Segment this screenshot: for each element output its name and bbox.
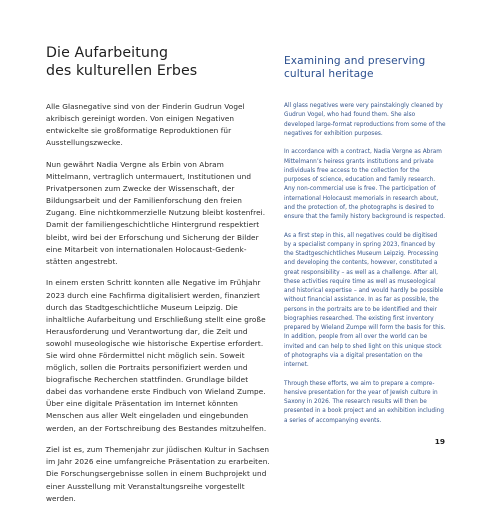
german-paragraph-3: In einem ersten Schritt konnten alle Negative im Frühjahr 2023 durch eine Fachfirma digitalisiert werden, finanziert durch das Stadtgeschichtliche Museum Leipzig. Die inhaltliche Aufarbeitung und Erschließung stellt eine große Herausforderung und Verantwortung dar, die Zeit und sowohl museologische wie historische Expertise erfordert. Sie wird ohne Fördermittel nicht möglich sein. Soweit möglich, sollen die Portraits personifiziert werden und biografische Recherchen stattfinden. Grundlage bildet dabei das vorhandene erste Findbuch von Wieland Zumpe. Über eine digitale Präsentation im Internet könnten Menschen aus aller Welt eingeladen und eingebunden werden, an der Fortschreibung des Bestandes mitzuhelfen.	[46, 278, 267, 433]
german-heading-line-2: des kulturellen Erbes	[46, 63, 198, 79]
english-paragraph-1: All glass negatives were very painstakingly cleaned by Gudrun Vogel, who had found them. She also developed large-format reproductions from some of the negatives for exhibition purposes.	[284, 103, 446, 137]
german-column	[46, 44, 270, 514]
english-heading-line-2: cultural heritage	[284, 68, 374, 80]
english-paragraph-2: In accordance with a contract, Nadia Vergne as Abram Mittelmann’s heiress grants institutions and private individuals free access to the collection for the purposes of science, education and family research. Any non-commercial use is free. The participation of international Holocaust memorials in research about, and the protection of, the photographs is desired to ensure that the family history background is respected.	[284, 149, 446, 221]
english-paragraph-4: Through these efforts, we aim to prepare a comprehensive presentation for the year of Jewish culture in Saxony in 2026. The research results will then be presented in a book project and an exhibition including a series of accompanying events.	[284, 380, 445, 424]
page-number: 19	[434, 437, 445, 446]
english-paragraph-3: As a first step in this, all negatives could be digitised by a specialist company in spring 2023, financed by the Stadtgeschichtliches Museum Leipzig. Processing and developing the contents, however, constituted a great responsibility – as well as a challenge. After all, these activities require time as well as museological and historical expertise – and would hardly be possible without financial assistance. In as far as possible, the persons in the portraits are to be identified and their biographies researched. The existing first inventory prepared by Wieland Zumpe will form the basis for this. In addition, people from all over the world can be invited and can help to shed light on this unique stock of photographs via a digital presentation on the internet.	[284, 232, 446, 369]
german-paragraph-2: Nun gewährt Nadia Vergne als Erbin von Abram Mittelmann, vertraglich untermauert, Institutionen und Privatpersonen zum Zwecke der Wissenschaft, der Bildungsarbeit und der Familienforschung den freien Zugang. Eine nichtkommerzielle Nutzung bleibt kostenfrei. Damit der familiengeschichtliche Hintergrund respektiert bleibt, wird bei der Erforschung und Sicherung der Bilder eine Mitarbeit von internationalen Holocaust-Gedenkstätten angestrebt.	[46, 159, 266, 266]
german-heading-line-1: Die Aufarbeitung	[46, 45, 169, 61]
german-paragraph-4: Ziel ist es, zum Themenjahr zur jüdischen Kultur in Sachsen im Jahr 2026 eine umfangreiche Präsentation zu erarbeiten. Die Forschungsergebnisse sollen in einem Buchprojekt und einer Ausstellung mit Veranstaltungsreihe vorgestellt werden.	[46, 445, 270, 503]
english-heading	[284, 55, 446, 81]
german-paragraph-1: Alle Glasnegative sind von der Finderin Gudrun Vogel akribisch gereinigt worden. Von einigen Negativen entwickelte sie großformatige Reproduktionen für Ausstellungszwecke.	[46, 102, 245, 148]
german-heading	[46, 44, 270, 80]
english-column	[284, 55, 446, 435]
english-heading-line-1: Examining and preserving	[284, 55, 426, 67]
